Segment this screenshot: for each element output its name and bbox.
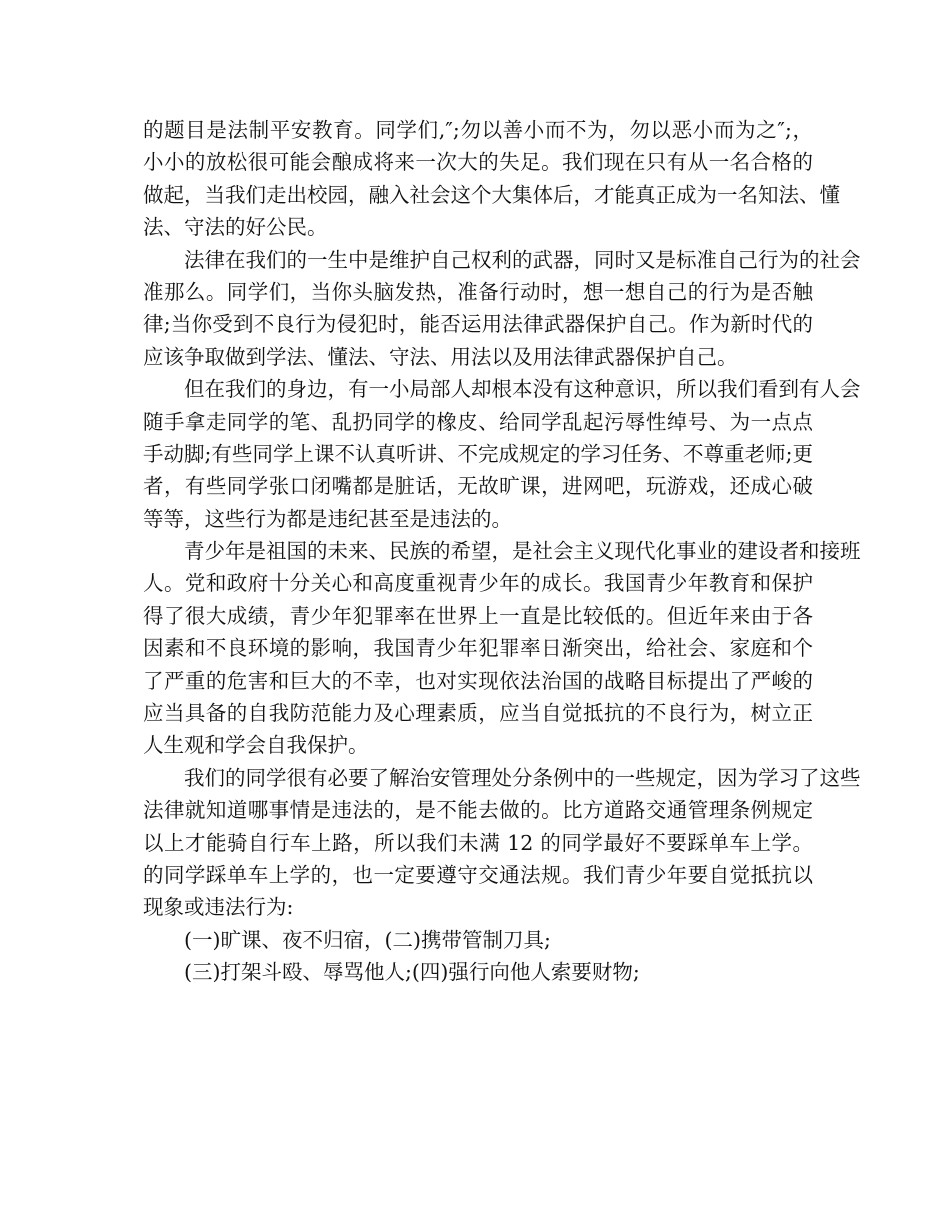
paragraph-4 bbox=[143, 535, 861, 762]
text-line: 小小的放松很可能会酿成将来一次大的失足。我们现在只有从一名合格的 bbox=[143, 150, 813, 175]
text-line: 得了很大成绩，青少年犯罪率在世界上一直是比较低的。但近年来由于各 bbox=[143, 603, 813, 628]
text-line: 现象或违法行为: bbox=[143, 895, 294, 920]
text-line: (三)打架斗殴、辱骂他人;(四)强行向他人索要财物; bbox=[184, 960, 640, 985]
text-line: 随手拿走同学的笔、乱扔同学的橡皮、给同学乱起污辱性绰号、为一点点 bbox=[143, 409, 813, 434]
text-line: 者，有些同学张口闭嘴都是脏话，无故旷课，进网吧，玩游戏，还成心破 bbox=[143, 474, 813, 499]
text-line: 但在我们的身边，有一小局部人却根本没有这种意识，所以我们看到有人会 bbox=[184, 377, 861, 402]
text-line: 青少年是祖国的未来、民族的希望，是社会主义现代化事业的建设者和接班 bbox=[184, 539, 861, 564]
text-line: 应当具备的自我防范能力及心理素质，应当自觉抵抗的不良行为，树立正 bbox=[143, 701, 813, 726]
text-line: 等等，这些行为都是违纪甚至是违法的。 bbox=[143, 506, 512, 531]
text-line: (一)旷课、夜不归宿，(二)携带管制刀具; bbox=[184, 927, 551, 952]
text-line: 人生观和学会自我保护。 bbox=[143, 733, 369, 758]
text-line: 法律在我们的一生中是维护自己权利的武器，同时又是标准自己行为的社会 bbox=[184, 247, 861, 272]
text-line: 准那么。同学们，当你头脑发热，准备行动时，想一想自己的行为是否触 bbox=[143, 279, 813, 304]
text-line: 以上才能骑自行车上路，所以我们未满 12 的同学最好不要踩单车上学。 bbox=[143, 830, 813, 855]
text-line: 了严重的危害和巨大的不幸，也对实现依法治国的战略目标提出了严峻的 bbox=[143, 668, 813, 693]
text-line: 手动脚;有些同学上课不认真听讲、不完成规定的学习任务、不尊重老师;更 bbox=[143, 441, 813, 466]
text-line: 做起，当我们走出校园，融入社会这个大集体后，才能真正成为一名知法、懂 bbox=[143, 182, 840, 207]
text-line: 的同学踩单车上学的，也一定要遵守交通法规。我们青少年要自觉抵抗以 bbox=[143, 862, 813, 887]
text-line: 我们的同学很有必要了解治安管理处分条例中的一些规定，因为学习了这些 bbox=[184, 765, 861, 790]
paragraph-7 bbox=[143, 956, 813, 988]
text-line: 律;当你受到不良行为侵犯时，能否运用法律武器保护自己。作为新时代的 bbox=[143, 312, 813, 337]
paragraph-3 bbox=[143, 373, 861, 535]
text-line: 人。党和政府十分关心和高度重视青少年的成长。我国青少年教育和保护 bbox=[143, 571, 813, 596]
text-line: 因素和不良环境的影响，我国青少年犯罪率日渐突出，给社会、家庭和个 bbox=[143, 636, 813, 661]
text-line: 法律就知道哪事情是违法的，是不能去做的。比方道路交通管理条例规定 bbox=[143, 798, 813, 823]
text-line: 应该争取做到学法、懂法、守法、用法以及用法律武器保护自己。 bbox=[143, 344, 738, 369]
paragraph-5 bbox=[143, 762, 861, 924]
text-line: 法、守法的好公民。 bbox=[143, 215, 328, 240]
document-body bbox=[143, 114, 861, 989]
text-line: 的题目是法制平安教育。同学们,″;勿以善小而不为，勿以恶小而为之″;， bbox=[143, 118, 813, 142]
paragraph-1 bbox=[143, 114, 840, 244]
paragraph-6 bbox=[143, 924, 813, 956]
paragraph-2 bbox=[143, 244, 861, 374]
